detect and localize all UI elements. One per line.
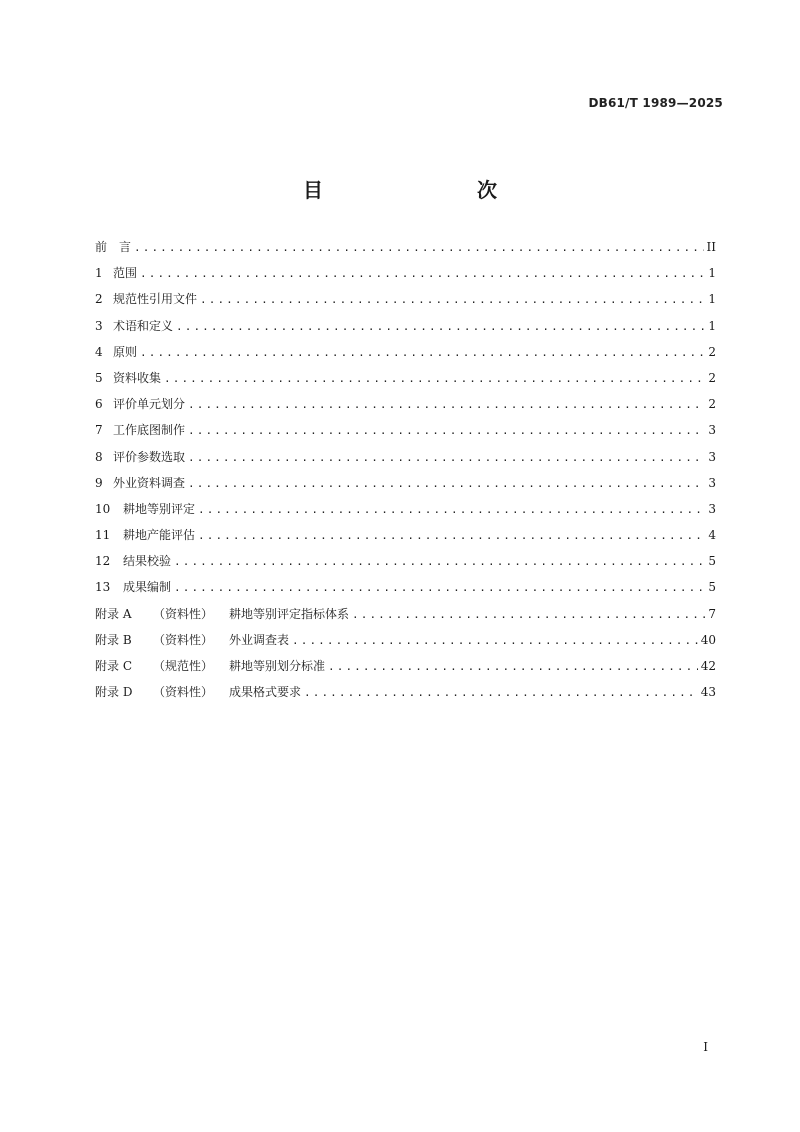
toc-page-number: 1	[708, 318, 716, 333]
toc-page-number: 3	[708, 475, 716, 490]
toc-entry-label: 评价单元划分	[113, 397, 186, 412]
toc-page-number: 5	[708, 554, 716, 569]
toc-page-number: 2	[708, 397, 716, 412]
toc-appendix-entry[interactable]	[95, 657, 716, 683]
toc-entry-label: 成果编制	[123, 580, 172, 595]
toc-entry-label: 前 言	[95, 240, 132, 254]
toc-leader-dots	[140, 346, 705, 359]
toc-leader-dots	[188, 424, 705, 437]
toc-entry[interactable]	[95, 500, 716, 526]
toc-leader-dots	[188, 451, 705, 464]
toc-leader-dots	[174, 581, 705, 594]
toc-entry-label: 耕地产能评估	[123, 528, 196, 543]
toc-entry[interactable]	[95, 369, 716, 395]
toc-entry[interactable]	[95, 578, 716, 604]
toc-entry[interactable]	[95, 474, 716, 500]
page-number: I	[703, 1040, 708, 1054]
toc-section-number: 6	[95, 397, 103, 412]
toc-entry-label: 评价参数选取	[113, 449, 186, 464]
toc-entry[interactable]	[95, 552, 716, 578]
toc-entry-label: 资料收集	[113, 370, 162, 385]
toc-section-number: 5	[95, 370, 103, 385]
toc-leader-dots	[174, 555, 705, 568]
toc-entry[interactable]	[95, 264, 716, 290]
toc-entry[interactable]	[95, 421, 716, 447]
appendix-id: 附录 D	[95, 685, 133, 700]
toc-section-number: 13	[95, 580, 111, 595]
toc-section-number: 11	[95, 528, 111, 543]
table-of-contents	[95, 238, 716, 709]
toc-entry[interactable]	[95, 526, 716, 552]
toc-leader-dots	[198, 529, 705, 542]
toc-page-number: 3	[708, 501, 716, 516]
appendix-id: 附录 A	[95, 606, 132, 621]
toc-appendix-entry[interactable]	[95, 631, 716, 657]
toc-leader-dots	[200, 293, 705, 306]
toc-appendix-entry[interactable]	[95, 605, 716, 631]
toc-page-number: 1	[708, 266, 716, 281]
appendix-kind: （资料性）	[153, 606, 214, 621]
appendix-kind: （资料性）	[153, 685, 214, 700]
toc-leader-dots	[134, 241, 704, 254]
toc-page-number: 43	[700, 685, 716, 700]
toc-section-number: 1	[95, 266, 103, 281]
toc-leader-dots	[304, 686, 698, 699]
toc-leader-dots	[188, 398, 705, 411]
toc-section-number: 8	[95, 449, 103, 464]
toc-page-number: 3	[708, 449, 716, 464]
toc-section-number: 3	[95, 318, 103, 333]
toc-entry-label: 术语和定义	[113, 318, 174, 333]
toc-page-number: 40	[700, 632, 716, 647]
toc-page-number: II	[706, 240, 716, 254]
toc-section-number: 4	[95, 344, 103, 359]
toc-entry-label: 规范性引用文件	[113, 292, 198, 307]
toc-section-number: 12	[95, 554, 111, 569]
toc-entry-label: 耕地等别评定	[123, 501, 196, 516]
toc-section-number: 7	[95, 423, 103, 438]
appendix-kind: （资料性）	[153, 632, 214, 647]
standard-code: DB61/T 1989—2025	[588, 96, 723, 110]
toc-entry[interactable]	[95, 317, 716, 343]
appendix-label: 耕地等别划分标准	[229, 659, 326, 673]
toc-page-number: 2	[708, 344, 716, 359]
appendix-label: 外业调查表	[229, 632, 290, 647]
toc-page-number: 4	[708, 528, 716, 543]
toc-page-number: 2	[708, 370, 716, 385]
toc-leader-dots	[164, 372, 705, 385]
toc-entry[interactable]	[95, 448, 716, 474]
toc-leader-dots	[140, 267, 705, 280]
toc-appendix-entry[interactable]	[95, 683, 716, 709]
toc-page-number: 1	[708, 292, 716, 307]
toc-leader-dots	[176, 320, 705, 333]
appendix-label: 成果格式要求	[229, 685, 302, 700]
toc-page-number: 42	[700, 659, 716, 673]
appendix-label: 耕地等别评定指标体系	[229, 606, 350, 621]
appendix-id: 附录 B	[95, 632, 132, 647]
toc-entry[interactable]	[95, 395, 716, 421]
toc-entry[interactable]	[95, 343, 716, 369]
toc-leader-dots	[188, 477, 705, 490]
toc-section-number: 10	[95, 501, 111, 516]
toc-entry-label: 结果校验	[123, 554, 172, 569]
toc-leader-dots	[292, 634, 698, 647]
toc-entry-label: 工作底图制作	[113, 423, 186, 438]
appendix-kind: （规范性）	[153, 659, 214, 673]
toc-entry-label: 范围	[113, 266, 138, 281]
toc-entry-label: 外业资料调查	[113, 475, 186, 490]
toc-page-number: 5	[708, 580, 716, 595]
toc-entry-foreword[interactable]	[95, 238, 716, 264]
toc-page-number: 7	[708, 606, 716, 621]
toc-leader-dots	[352, 608, 705, 621]
toc-entry[interactable]	[95, 290, 716, 316]
page-title: 目 次	[303, 178, 535, 202]
toc-section-number: 9	[95, 475, 103, 490]
toc-page-number: 3	[708, 423, 716, 438]
toc-leader-dots	[328, 660, 698, 673]
toc-entry-label: 原则	[113, 344, 138, 359]
toc-leader-dots	[198, 503, 705, 516]
toc-section-number: 2	[95, 292, 103, 307]
appendix-id: 附录 C	[95, 659, 132, 673]
